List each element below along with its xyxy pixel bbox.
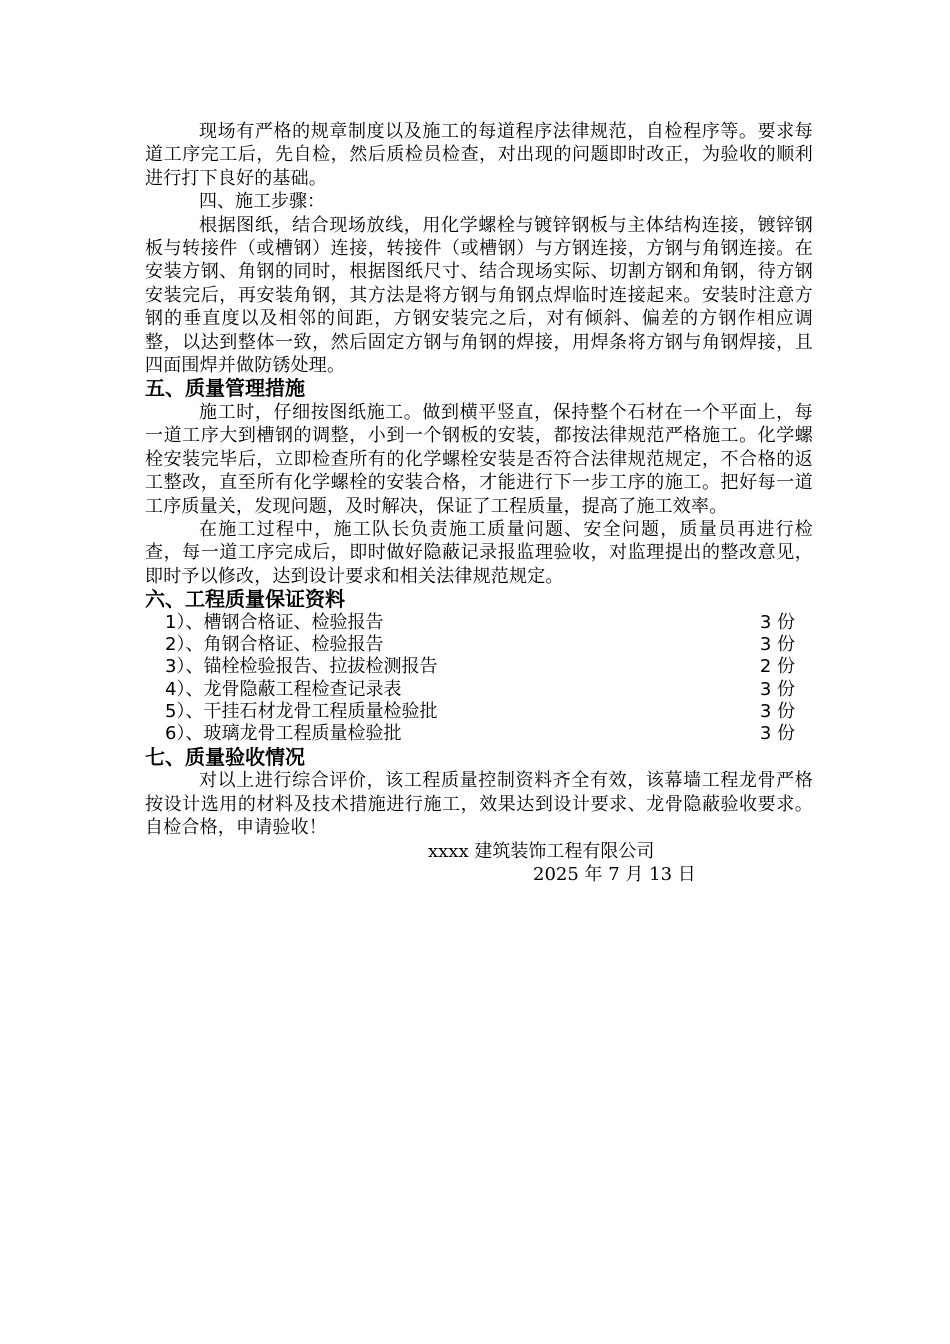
list-item (145, 701, 813, 723)
list-item-number: 3） (165, 656, 186, 678)
list-item-number: 1） (165, 611, 186, 633)
quality-management-paragraph-2: 在施工过程中，施工队长负责施工质量问题、安全问题，质量员再进行检查，每一道工序完成后，即时做好隐蔽记录报监理验收，对监理提出的整改意见，即时予以修改，达到设计要求和相关法律规范规定。 (145, 518, 813, 587)
list-item-text: 、龙骨隐蔽工程检查记录表 (185, 678, 402, 700)
list-item-count: 3 份 (759, 678, 795, 700)
list-item-text: 、干挂石材龙骨工程质量检验批 (185, 701, 438, 723)
list-item-number: 4） (165, 678, 186, 700)
steps-heading: 四、施工步骤： (199, 191, 325, 213)
quality-documents-list (145, 612, 813, 746)
list-item-count: 3 份 (759, 701, 795, 723)
list-item-text: 、玻璃龙骨工程质量检验批 (185, 723, 402, 745)
list-item-number: 6） (165, 723, 186, 745)
intro-paragraph: 现场有严格的规章制度以及施工的每道程序法律规范，自检程序等。要求每道工序完工后，先自检，然后质检员检查，对出现的问题即时改正，为验收的顺利进行打下良好的基础。 (145, 121, 813, 189)
list-item (145, 679, 813, 701)
list-item (145, 612, 813, 634)
list-item (145, 634, 813, 656)
acceptance-heading: 七、质量验收情况 (145, 744, 305, 769)
list-item-count: 3 份 (759, 633, 795, 655)
acceptance-paragraph: 对以上进行综合评价，该工程质量控制资料齐全有效，该幕墙工程龙骨严格按设计选用的材料及技术措施进行施工，效果达到设计要求、龙骨隐蔽验收要求。自检合格，申请验收！ (145, 770, 813, 839)
quality-management-heading: 五、质量管理措施 (145, 376, 305, 401)
list-item-number: 2） (165, 633, 186, 655)
quality-documents-heading: 六、工程质量保证资料 (145, 587, 345, 612)
steps-paragraph: 根据图纸，结合现场放线，用化学螺栓与镀锌钢板与主体结构连接，镀锌钢板与转接件（或槽钢）连接，转接件（或槽钢）与方钢连接，方钢与角钢连接。在安装方钢、角钢的同时，根据图纸尺寸、结合现场实际、切割方钢和角钢，待方钢安装完后，再安装角钢，其方法是将方钢与角钢点焊临时连接起来。安装时注意方钢的垂直度以及相邻的间距，方钢安装完之后，对有倾斜、偏差的方钢作相应调整，以达到整体一致，然后固定方钢与角钢的焊接，用焊条将方钢与角钢焊接，且四面围焊并做防锈处理。 (145, 214, 813, 377)
list-item-text: 、槽钢合格证、检验报告 (185, 611, 384, 633)
list-item-text: 、角钢合格证、检验报告 (185, 633, 384, 655)
list-item-number: 5） (165, 701, 186, 723)
document-page (145, 120, 813, 886)
list-item-count: 2 份 (759, 656, 795, 678)
list-item-count: 3 份 (759, 723, 795, 745)
list-item-count: 3 份 (759, 611, 795, 633)
quality-management-paragraph-1: 施工时，仔细按图纸施工。做到横平竖直，保持整个石材在一个平面上，每一道工序大到槽钢的调整，小到一个钢板的安装，都按法律规范严格施工。化学螺栓安装完毕后，立即检查所有的化学螺栓安装是否符合法律规范规定，不合格的返工整改，直至所有化学螺栓的安装合格，才能进行下一步工序的施工。把好每一道工序质量关，发现问题，及时解决，保证了工程质量，提高了施工效率。 (145, 401, 813, 517)
list-item (145, 656, 813, 678)
list-item (145, 723, 813, 745)
company-signature: xxxx 建筑装饰工程有限公司 (428, 840, 655, 862)
list-item-text: 、锚栓检验报告、拉拔检测报告 (185, 656, 438, 678)
signature-date: 2025 年 7 月 13 日 (533, 863, 696, 885)
